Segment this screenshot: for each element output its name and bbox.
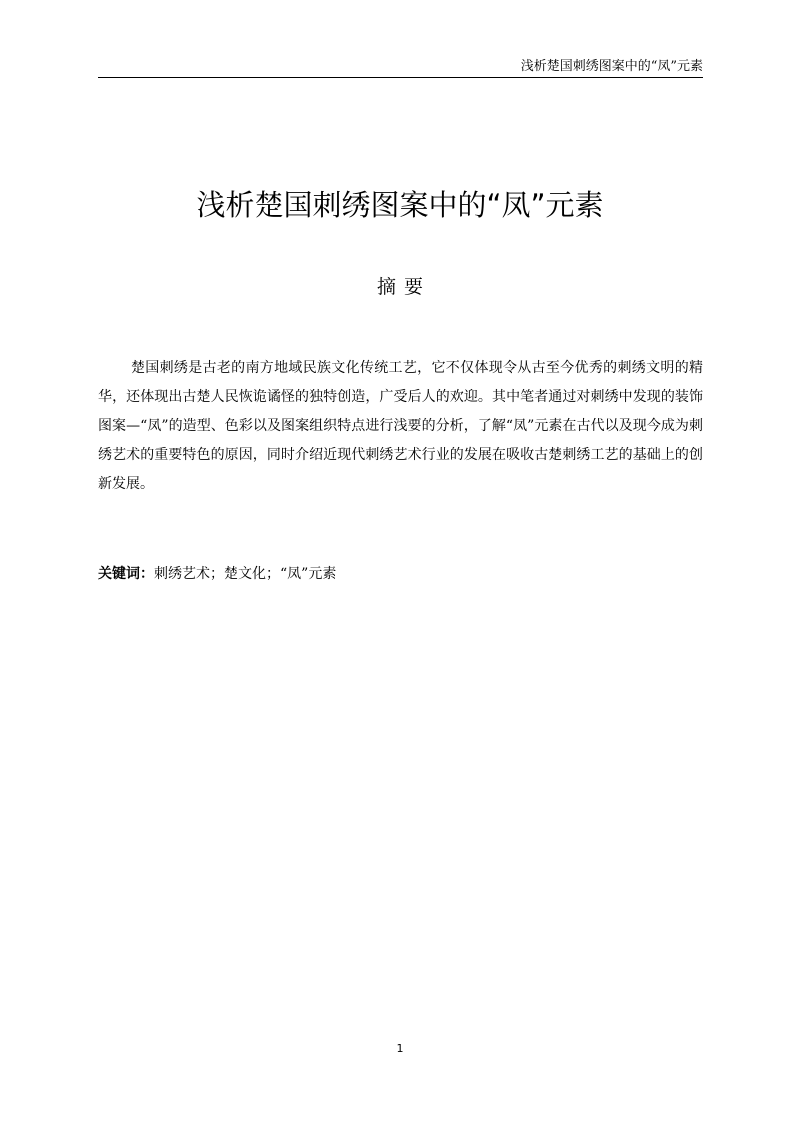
keywords-value: 刺绣艺术；楚文化；“凤”元素 [154,566,337,582]
abstract-body: 楚国刺绣是古老的南方地域民族文化传统工艺，它不仅体现令从古至今优秀的刺绣文明的精华，还体现出古楚人民恢诡谲怪的独特创造，广受后人的欢迎。其中笔者通过对刺绣中发现的装饰图案—“凤”的造型、色彩以及图案组织特点进行浅要的分析，了解“凤”元素在古代以及现今成为刺绣艺术的重要特色的原因，同时介绍近现代刺绣艺术行业的发展在吸收古楚刺绣工艺的基础上的创新发展。 [98,360,703,492]
header-divider [98,77,703,78]
abstract-heading: 摘要 [376,276,431,298]
running-header: 浅析楚国刺绣图案中的“凤”元素 [520,59,703,74]
keywords-label: 关键词： [98,566,154,582]
document-title: 浅析楚国刺绣图案中的“凤”元素 [196,188,604,222]
keywords-line [98,563,703,585]
page-number: 1 [396,1042,404,1055]
